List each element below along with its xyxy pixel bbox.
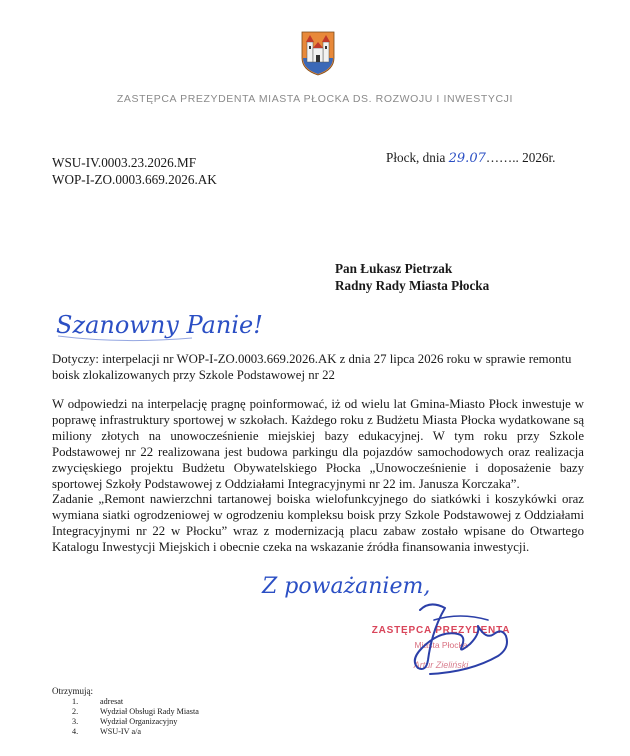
handwritten-date: 29.07 [448, 151, 486, 166]
body-paragraph-2: Zadanie „Remont nawierzchni tartanowej boiska wielofunkcyjnego do siatkówki i koszykówki oraz wymiana siatki ogrodzeniowej w ogrodzeniu kompleksu boisk przy Szkole Podstawowej z Oddziałami Integracyjnymi nr 22 w Płocku” wraz z modernizacją placu zabaw zostało wpisane do Otwartego Katalogu Inwestycji Miejskich i obecnie czeka na wskazanie źródła finansowania inwestycji. [52, 492, 584, 555]
stamp-title: ZASTĘPCA PREZYDENTA [371, 625, 511, 636]
list-item: 2. Wydział Obsługi Rady Miasta [72, 707, 199, 716]
list-item: 1. adresat [72, 697, 124, 706]
reference-number-interpellation: WOP-I-ZO.0003.669.2026.AK [52, 172, 217, 187]
recipients-label: Otrzymują: [52, 686, 93, 696]
stamp-name: Artur Zieliński [413, 660, 469, 670]
closing-text: Z poważaniem, [262, 574, 431, 599]
stamp-subtitle: Miasta Płocka [414, 640, 468, 650]
list-item: 3. Wydział Organizacyjny [72, 717, 178, 726]
city-crest-logo [300, 30, 336, 76]
reference-number: WSU-IV.0003.23.2026.MF [52, 155, 197, 170]
greeting-text: Szanowny Panie! [56, 311, 263, 339]
list-item: 4. WSU-IV a/a [72, 727, 142, 736]
subject-line: Dotyczy: interpelacji nr WOP-I-ZO.0003.669.2026.AK z dnia 27 lipca 2026 roku w sprawie remontu boisk zlokalizowanych przy Szkole Podstawowej nr 22 [52, 352, 572, 383]
header-title: ZASTĘPCA PREZYDENTA MIASTA PŁOCKA DS. ROZWOJU I INWESTYCJI [116, 93, 514, 105]
handwritten-signature [370, 590, 530, 680]
body-paragraph-1: W odpowiedzi na interpelację pragnę poinformować, iż od wielu lat Gmina-Miasto Płock inwestuje w poprawę infrastruktury sportowej w szkołach. Każdego roku z Budżetu Miasta Płocka wydatkowane są miliony złotych na unowocześnienie miejskiej bazy edukacyjnej. W tym roku przy Szkole Podstawowej nr 22 realizowana jest budowa parkingu dla pojazdów samochodowych oraz realizacja zwycięskiego projektu Budżetu Obywatelskiego Płocka „Unowocześnienie i doposażenie bazy sportowej Szkoły Podstawowej z Oddziałami Integracyjnymi nr 22 im. Janusza Korczaka”. [52, 397, 584, 492]
dateline-prefix: Płock, dnia [386, 150, 449, 165]
recipient-title: Radny Rady Miasta Płocka [335, 278, 490, 293]
recipients-list [72, 697, 199, 737]
dateline-suffix: …….. 2026r. [485, 150, 556, 165]
recipient-name: Pan Łukasz Pietrzak [335, 261, 453, 276]
handwritten-greeting [52, 300, 302, 350]
dateline [386, 150, 555, 166]
